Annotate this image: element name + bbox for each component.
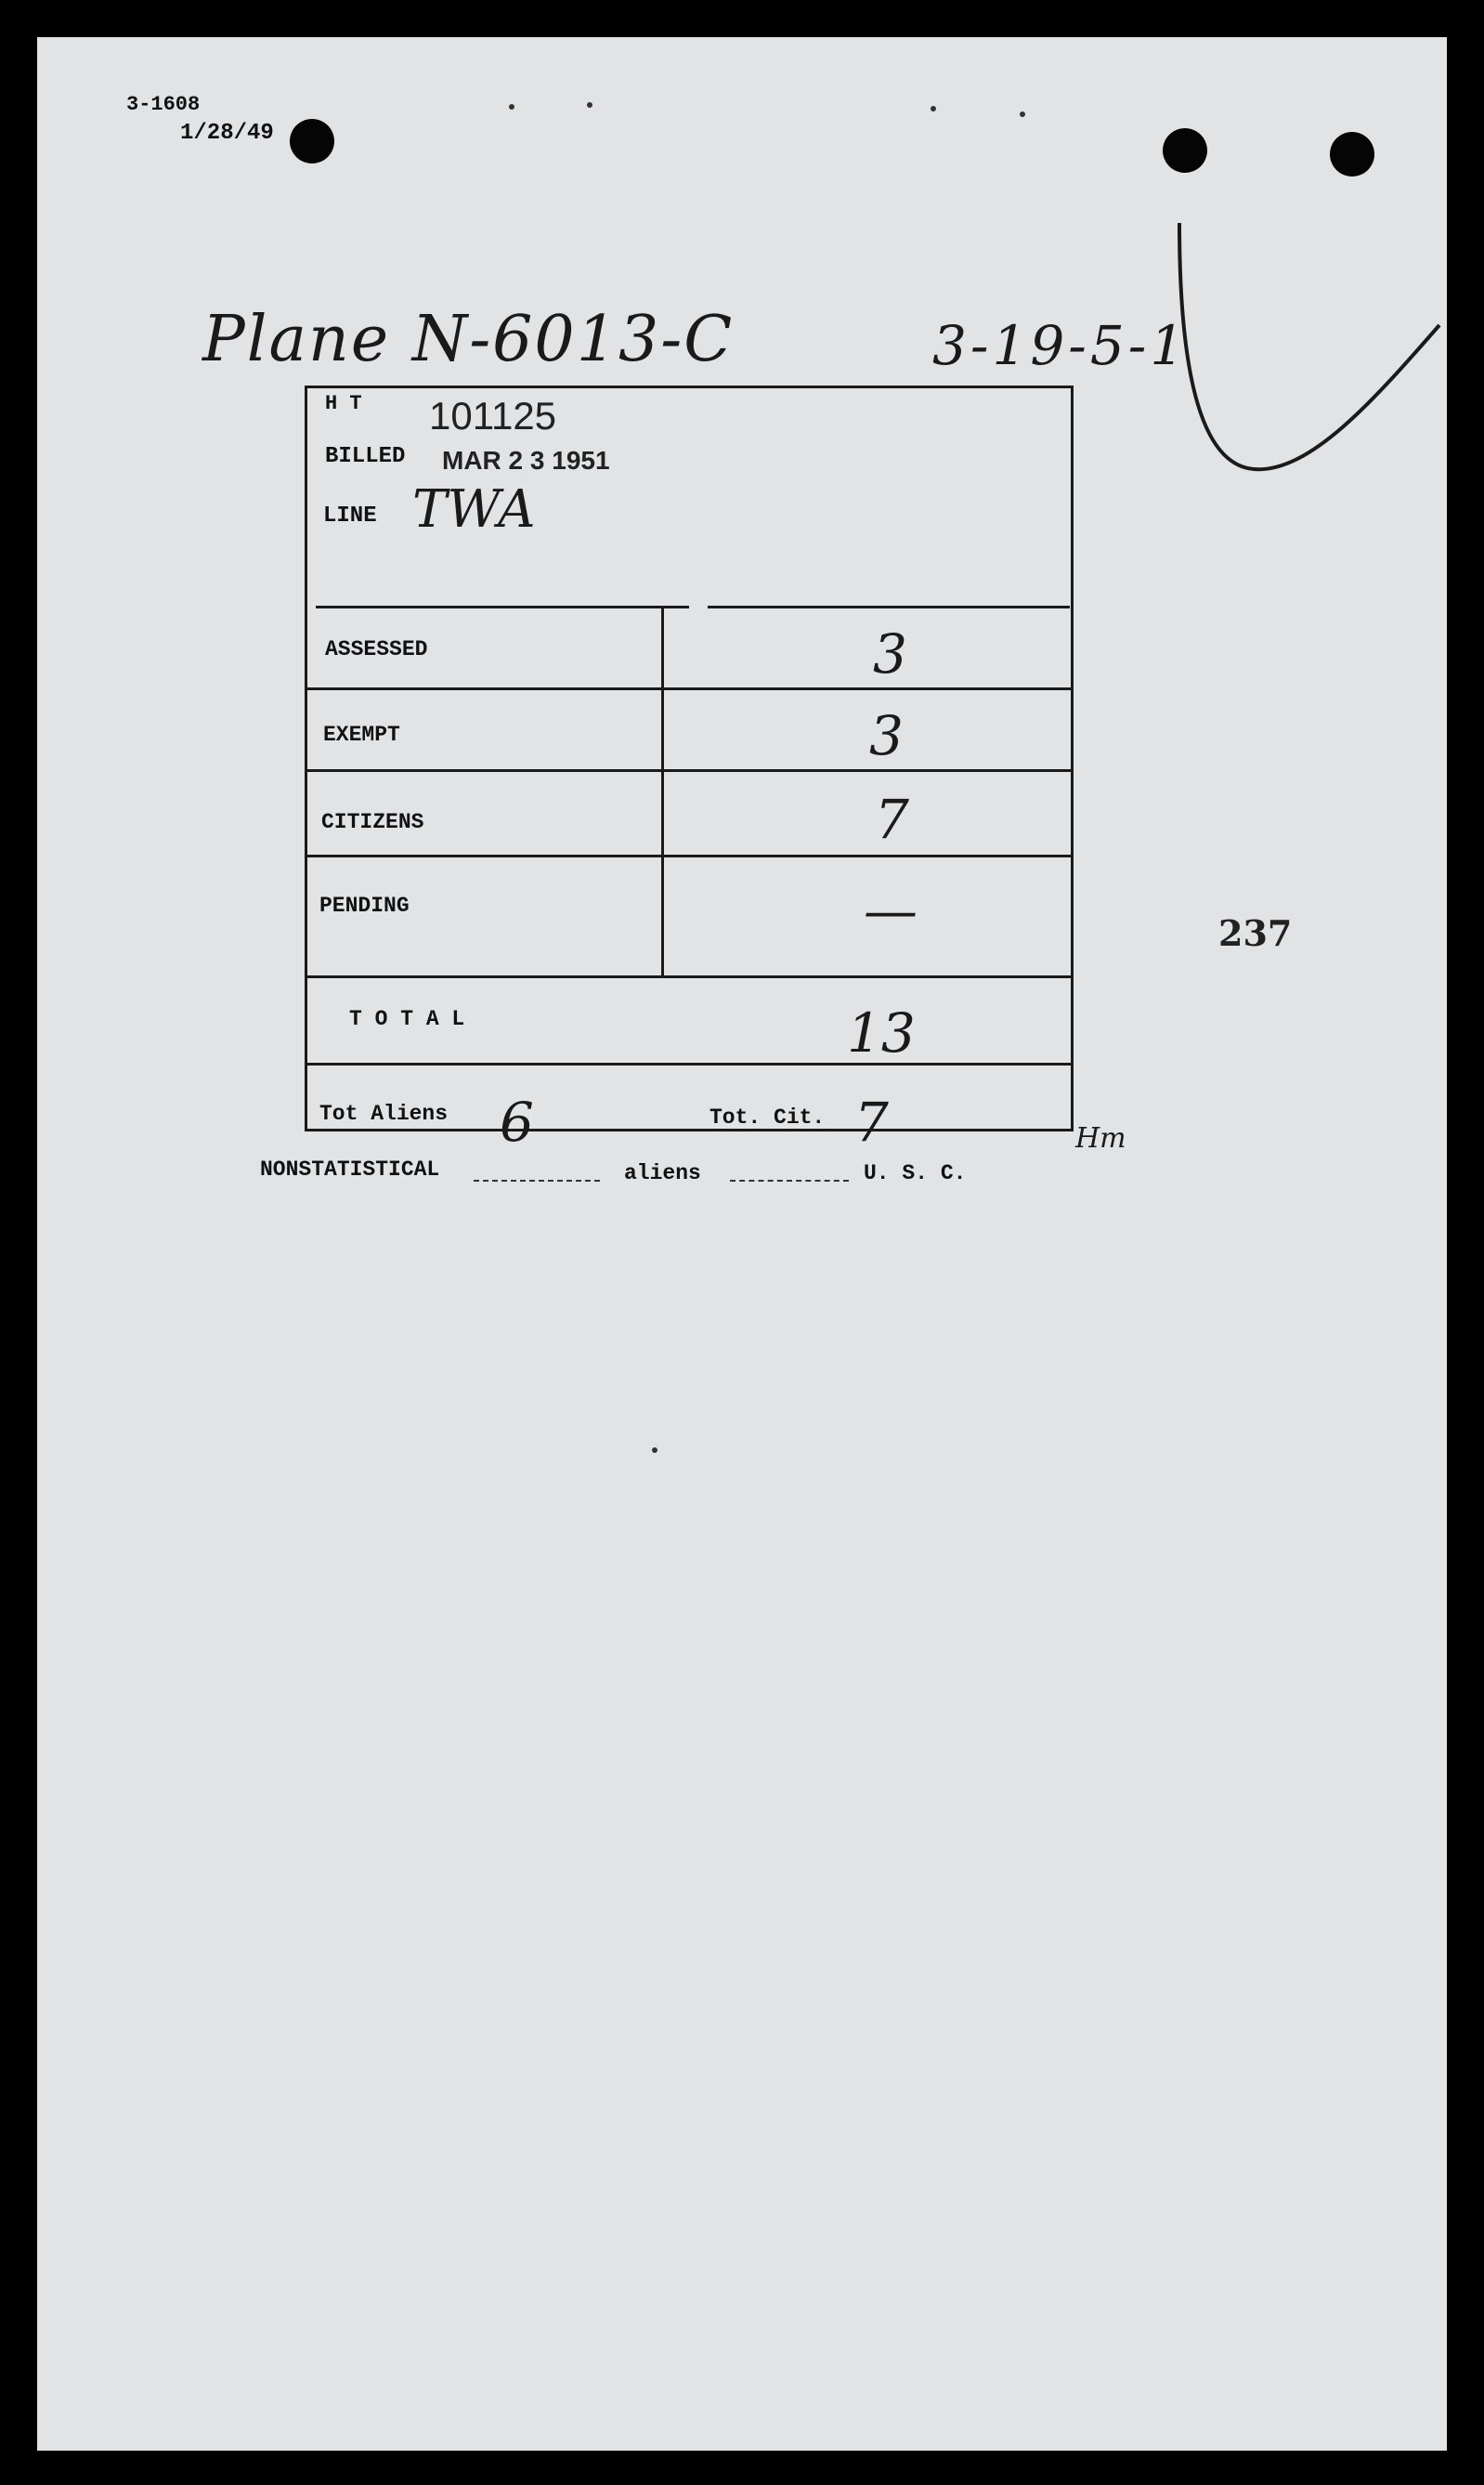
citizens-value: 7: [875, 788, 909, 851]
aliens-label: aliens: [624, 1161, 701, 1185]
pending-label: PENDING: [319, 894, 410, 918]
punch-hole-center: [1163, 128, 1207, 173]
assessed-label: ASSESSED: [325, 637, 428, 661]
rule: [305, 855, 1074, 857]
column-divider: [661, 608, 664, 977]
paper-speck: [931, 106, 936, 111]
rule: [316, 606, 689, 608]
tot-cit-label: Tot. Cit.: [709, 1105, 826, 1130]
total-value: 13: [847, 1001, 916, 1065]
citizens-label: CITIZENS: [321, 810, 424, 834]
pending-value: —: [864, 879, 918, 942]
form-number: 3-1608: [126, 93, 201, 116]
billed-label: BILLED: [325, 444, 406, 469]
form-date: 1/28/49: [180, 121, 274, 146]
punch-hole-left: [290, 119, 334, 163]
usc-label: U. S. C.: [864, 1161, 967, 1185]
rule: [305, 769, 1074, 772]
rule: [305, 975, 1074, 978]
plane-number-handwritten: Plane N-6013-C: [202, 303, 735, 376]
punch-hole-right: [1330, 132, 1374, 177]
paper-speck: [1020, 111, 1025, 117]
pencil-curve-mark: [1170, 177, 1447, 530]
nonstatistical-blank: [474, 1180, 600, 1182]
rule: [305, 687, 1074, 690]
line-label: LINE: [323, 504, 377, 529]
rule: [305, 1063, 1074, 1066]
nonstatistical-label: NONSTATISTICAL: [260, 1157, 440, 1182]
billed-date-stamp: MAR 2 3 1951: [442, 446, 610, 475]
ht-number: 101125: [429, 394, 557, 438]
tot-aliens-label: Tot Aliens: [319, 1102, 449, 1126]
aliens-blank: [730, 1180, 849, 1182]
paper-speck: [509, 104, 514, 110]
paper-speck: [587, 102, 592, 108]
rule: [708, 606, 1070, 608]
line-value-handwritten: TWA: [412, 479, 536, 540]
date-handwritten: 3-19-5-1: [932, 314, 1189, 377]
side-number: 237: [1218, 912, 1293, 954]
ht-label: H T: [325, 392, 362, 415]
document-page: [37, 37, 1447, 2451]
exempt-label: EXEMPT: [323, 723, 400, 747]
tot-cit-value: 7: [854, 1091, 889, 1154]
initials-handwritten: Hm: [1075, 1122, 1126, 1155]
assessed-value: 3: [873, 622, 907, 686]
paper-speck: [652, 1447, 657, 1453]
exempt-value: 3: [869, 704, 904, 767]
total-label: T O T A L: [349, 1007, 465, 1031]
tot-aliens-value: 6: [500, 1091, 534, 1154]
